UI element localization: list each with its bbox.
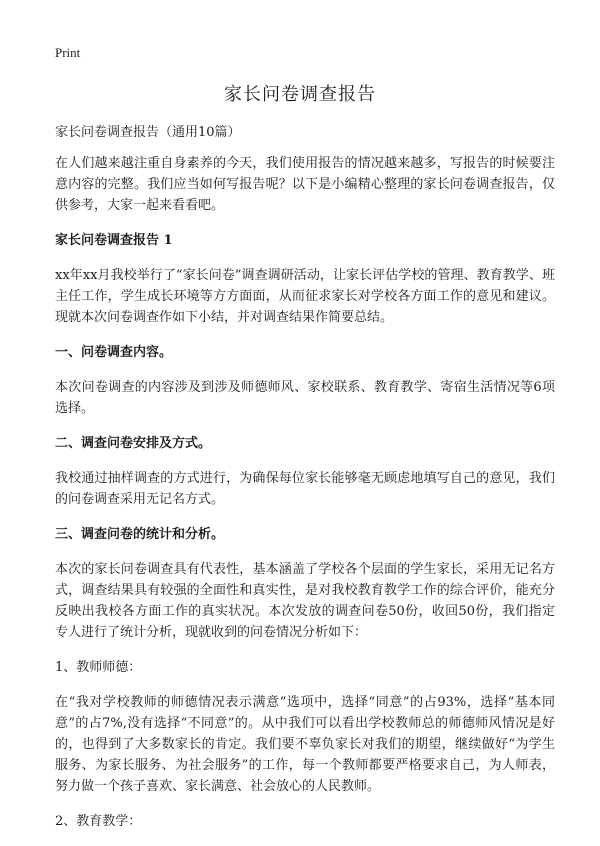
item-teaching-label: 2、教育教学： — [55, 814, 142, 829]
document-body — [55, 122, 555, 846]
item-teacher-ethics-paragraph: 在“我对学校教师的师德情况表示满意”选项中，选择“同意”的占93%，选择“基本同意”的占7%,没有选择“不同意”的。从中我们可以看出学校教师总的师德师风情况是好的，也得到了大多数家长的肯定。我们要不辜负家长对我们的期望，继续做好“为学生服务、为家长服务、为社会服务”的工作，每一个教师都要严格要求自己，为人师表，努力做一个孩子喜欢、家长满意、社会放心的人民教师。 — [55, 695, 555, 794]
document-subtitle: 家长问卷调查报告（通用10篇） — [55, 125, 241, 140]
page-title: 家长问卷调查报告 — [224, 84, 376, 105]
survey-statistics-paragraph: 本次的家长问卷调查具有代表性，基本涵盖了学校各个层面的学生家长，采用无记名方式，调查结果具有较强的全面性和真实性，是对我校教育教学工作的综合评价，能充分反映出我校各方面工作的真实状况。本次发放的调查问卷50份，收回50份，我们指定专人进行了统计分析，现就收到的问卷情况分析如下： — [55, 562, 555, 640]
survey-content-paragraph: 本次问卷调查的内容涉及到涉及师德师风、家校联系、教育教学、寄宿生活情况等6项选择。 — [55, 380, 555, 416]
section-heading-report-1: 家长问卷调查报告 1 — [55, 233, 173, 248]
item-teacher-ethics-label: 1、教师师德： — [55, 660, 142, 675]
print-link[interactable]: Print — [55, 45, 81, 60]
report-1-paragraph: xx年xx月我校举行了“家长问卷”调查调研活动，让家长评估学校的管理、教育教学、班主任工作，学生成长环境等方方面面，从而征求家长对学校各方面工作的意见和建议。现就本次问卷调查作如下小结，并对调查结果作简要总结。 — [55, 268, 555, 325]
heading-survey-content: 一、问卷调查内容。 — [55, 345, 173, 360]
survey-arrangement-paragraph: 我校通过抽样调查的方式进行，为确保每位家长能够毫无顾虑地填写自己的意见，我们的问卷调查采用无记名方式。 — [55, 471, 555, 507]
intro-paragraph: 在人们越来越注重自身素养的今天，我们使用报告的情况越来越多，写报告的时候要注意内容的完整。我们应当如何写报告呢？以下是小编精心整理的家长问卷调查报告，仅供参考，大家一起来看看吧。 — [55, 156, 555, 213]
heading-survey-arrangement: 二、调查问卷安排及方式。 — [55, 436, 212, 451]
heading-survey-statistics: 三、调查问卷的统计和分析。 — [55, 527, 225, 542]
